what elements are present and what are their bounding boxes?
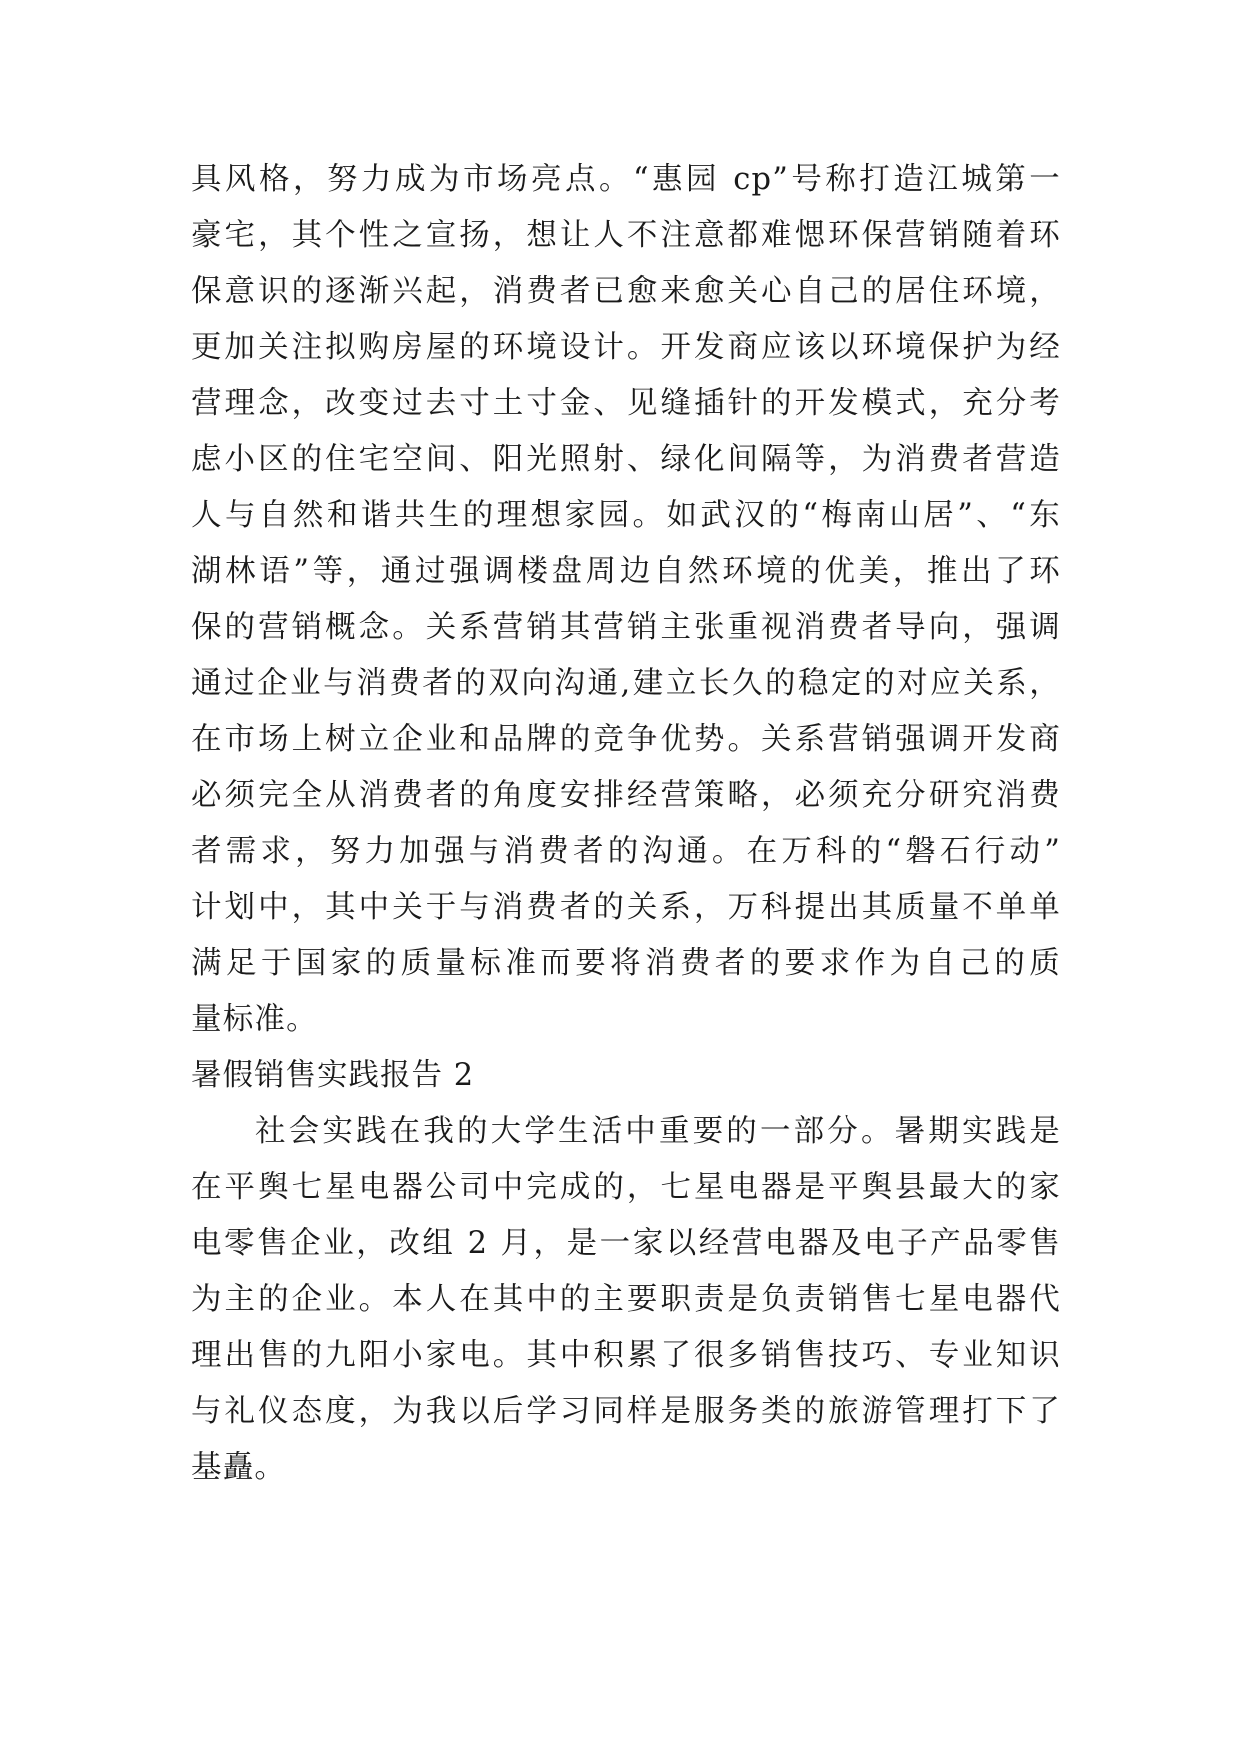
text-line: 与礼仪态度，为我以后学习同样是服务类的旅游管理打下了 [191, 1394, 1061, 1429]
paragraph-continuation [191, 152, 1061, 1048]
text-line: 电零售企业，改组 2 月，是一家以经营电器及电子产品零售 [191, 1226, 1061, 1261]
section-heading: 暑假销售实践报告 2 [191, 1058, 475, 1093]
text-line: 营理念，改变过去寸土寸金、见缝插针的开发模式，充分考 [191, 386, 1061, 421]
text-line: 者需求，努力加强与消费者的沟通。在万科的“磐石行动” [191, 834, 1061, 869]
text-line: 保意识的逐渐兴起，消费者已愈来愈关心自己的居住环境， [191, 274, 1061, 309]
text-line: 为主的企业。本人在其中的主要职责是负责销售七星电器代 [191, 1282, 1061, 1317]
text-line: 人与自然和谐共生的理想家园。如武汉的“梅南山居”、“东 [191, 498, 1061, 533]
text-line: 在平舆七星电器公司中完成的，七星电器是平舆县最大的家 [191, 1170, 1061, 1205]
text-line: 社会实践在我的大学生活中重要的一部分。暑期实践是 [255, 1114, 1061, 1149]
text-line: 具风格，努力成为市场亮点。“惠园 cp”号称打造江城第一 [191, 162, 1061, 197]
text-line: 必须完全从消费者的角度安排经营策略，必须充分研究消费 [191, 778, 1061, 813]
text-line: 虑小区的住宅空间、阳光照射、绿化间隔等，为消费者营造 [191, 442, 1061, 477]
text-line: 湖林语”等，通过强调楼盘周边自然环境的优美，推出了环 [191, 554, 1061, 589]
document-body [191, 152, 1061, 1496]
text-line: 保的营销概念。关系营销其营销主张重视消费者导向，强调 [191, 610, 1061, 645]
text-line: 更加关注拟购房屋的环境设计。开发商应该以环境保护为经 [191, 330, 1061, 365]
text-line: 理出售的九阳小家电。其中积累了很多销售技巧、专业知识 [191, 1338, 1061, 1373]
paragraph-body [191, 1104, 1061, 1496]
text-line: 满足于国家的质量标准而要将消费者的要求作为自己的质 [191, 946, 1061, 981]
text-line: 通过企业与消费者的双向沟通,建立长久的稳定的对应关系， [191, 666, 1061, 701]
text-line: 豪宅，其个性之宣扬，想让人不注意都难愢环保营销随着环 [191, 218, 1061, 253]
text-line: 计划中，其中关于与消费者的关系，万科提出其质量不单单 [191, 890, 1061, 925]
text-line: 在市场上树立企业和品牌的竞争优势。关系营销强调开发商 [191, 722, 1061, 757]
text-line: 量标准。 [191, 1002, 318, 1037]
text-line: 基矗。 [191, 1450, 287, 1485]
